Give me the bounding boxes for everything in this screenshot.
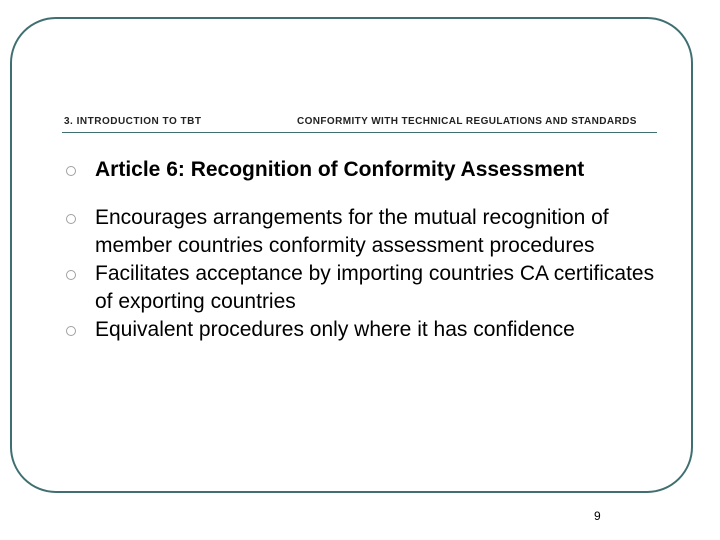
bullet-item	[64, 156, 664, 184]
bullet-item	[64, 316, 664, 344]
page-number: 9	[594, 509, 601, 523]
bullet-marker-icon	[66, 270, 76, 280]
bullet-marker-icon	[66, 326, 76, 336]
bullet-text: Article 6: Recognition of Conformity Assessment	[95, 158, 585, 181]
header-divider	[62, 132, 657, 133]
bullet-list	[64, 156, 664, 344]
bullet-marker-icon	[66, 166, 76, 176]
bullet-text: Encourages arrangements for the mutual recognition of member countries conformity assessment procedures	[95, 206, 609, 257]
section-header: 3. INTRODUCTION TO TBT	[64, 116, 202, 127]
bullet-text: Facilitates acceptance by importing countries CA certificates of exporting countries	[95, 262, 655, 313]
bullet-text: Equivalent procedures only where it has confidence	[95, 318, 575, 341]
bullet-marker-icon	[66, 214, 76, 224]
bullet-item	[64, 204, 664, 260]
topic-header: CONFORMITY WITH TECHNICAL REGULATIONS AND STANDARDS	[297, 116, 637, 127]
bullet-item	[64, 260, 664, 316]
